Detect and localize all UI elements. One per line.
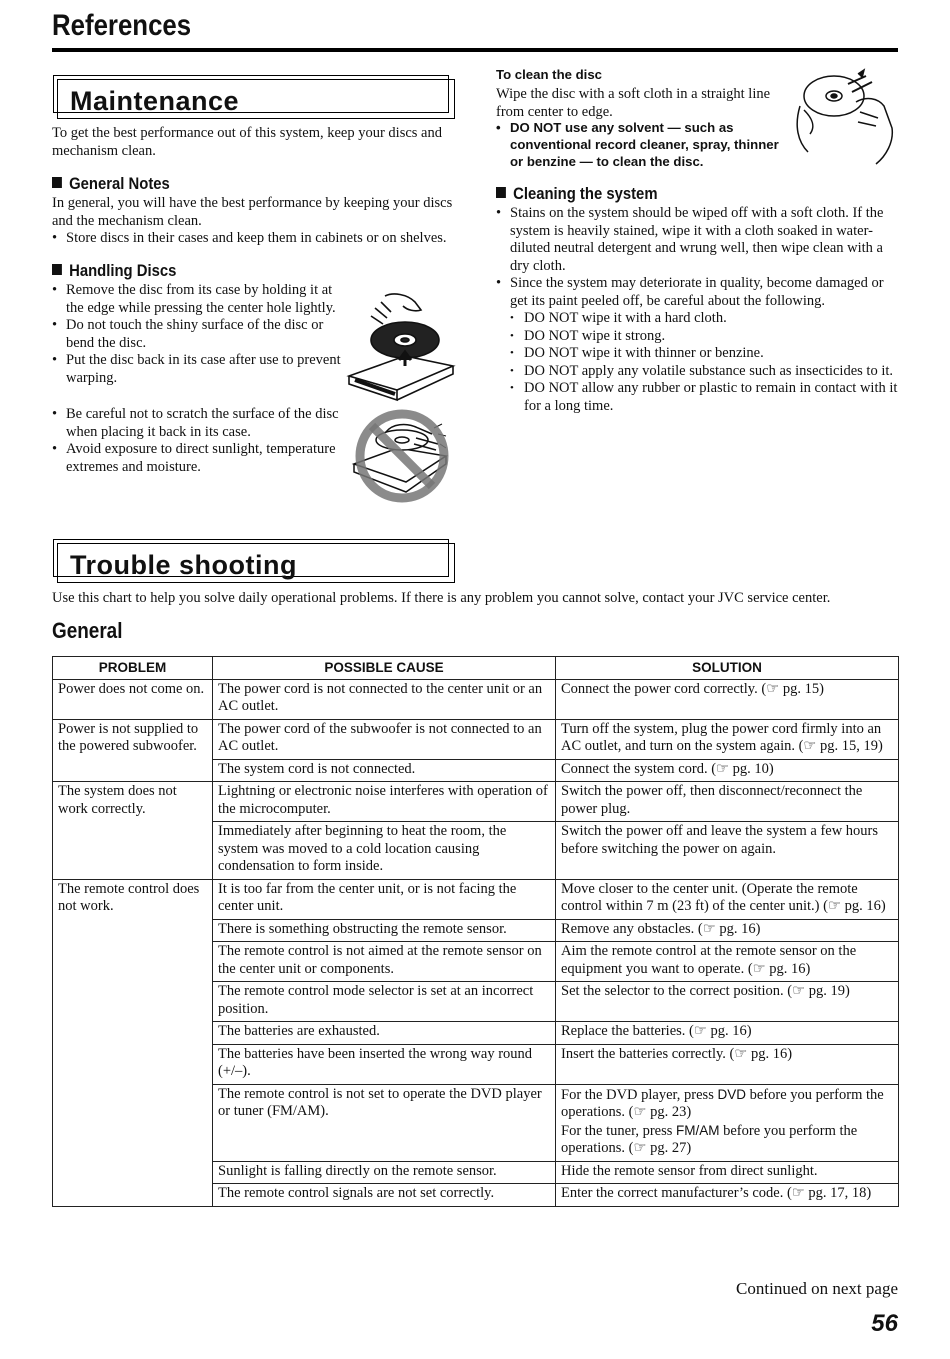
problem-cell: The system does not work correctly. (53, 782, 213, 880)
title-rule (52, 48, 898, 52)
cause-cell: Immediately after beginning to heat the room, the system was moved to a cold location causing condensation to form inside. (213, 822, 556, 880)
disc-case-illustration-icon (345, 290, 457, 402)
list-item: • Put the disc back in its case after use to prevent warping. (52, 352, 344, 387)
solution-cell: Turn off the system, plug the power cord firmly into an AC outlet, and turn on the system again. (☞ pg. 15, 19) (556, 719, 899, 759)
handling-discs-list-b (52, 406, 347, 476)
tuner-post-text: before you perform the operations. (☞ pg. 27) (561, 1122, 858, 1156)
maintenance-heading-box (57, 79, 455, 119)
solution-cell: Insert the batteries correctly. (☞ pg. 16) (556, 1044, 899, 1084)
solution-cell (556, 1084, 899, 1161)
cause-cell: The power cord of the subwoofer is not connected to an AC outlet. (213, 719, 556, 759)
troubleshooting-heading: Trouble shooting (70, 550, 297, 580)
page-number: 56 (871, 1310, 898, 1337)
general-section-heading: General (52, 618, 123, 643)
page-title: References (52, 9, 192, 42)
problem-cell: The remote control does not work. (53, 879, 213, 1206)
list-item: • Since the system may deteriorate in quality, become damaged or get its paint peeled off, be careful about the following. (496, 275, 900, 310)
continued-on-next-page: Continued on next page (736, 1279, 898, 1298)
solution-cell: Switch the power off and leave the system a few hours before switching the power on again. (556, 822, 899, 880)
solution-cell: Switch the power off, then disconnect/reconnect the power plug. (556, 782, 899, 822)
prohibited-disc-illustration-icon (346, 404, 458, 508)
tuner-pre-text: For the tuner, press (561, 1122, 676, 1139)
table-row (53, 782, 899, 822)
clean-disc-warning: • DO NOT use any solvent — such as conventional record cleaner, spray, thinner or benzine — to clean the disc. (496, 120, 786, 170)
solution-cell: Hide the remote sensor from direct sunlight. (556, 1161, 899, 1184)
cause-cell: It is too far from the center unit, or is not facing the center unit. (213, 879, 556, 919)
solution-cell: Move closer to the center unit. (Operate the remote control within 7 m (23 ft) of the center unit.) (☞ pg. 16) (556, 879, 899, 919)
cause-cell: The remote control mode selector is set at an incorrect position. (213, 982, 556, 1022)
square-bullet-icon (496, 187, 506, 198)
wiping-disc-illustration-icon (786, 66, 900, 166)
troubleshooting-heading-box (57, 543, 455, 583)
list-item: • DO NOT wipe it strong. (510, 328, 902, 346)
clean-disc-warning-list (496, 120, 786, 170)
table-row (53, 679, 899, 719)
cause-cell: The system cord is not connected. (213, 759, 556, 782)
column-header-problem: PROBLEM (53, 657, 213, 680)
cause-cell: The remote control is not aimed at the remote sensor on the center unit or components. (213, 942, 556, 982)
column-header-cause: POSSIBLE CAUSE (213, 657, 556, 680)
cause-cell: The remote control signals are not set correctly. (213, 1184, 556, 1207)
general-notes-text: In general, you will have the best performance by keeping your discs and the mechanism clean. (52, 195, 453, 229)
problem-cell: Power does not come on. (53, 679, 213, 719)
dvd-post-text: before you perform the operations. (☞ pg. 23) (561, 1086, 884, 1120)
table-header-row (53, 657, 899, 680)
cause-cell: The remote control is not set to operate the DVD player or tuner (FM/AM). (213, 1084, 556, 1161)
list-item: • Do not touch the shiny surface of the disc or bend the disc. (52, 317, 344, 352)
solution-cell: Set the selector to the correct position. (☞ pg. 19) (556, 982, 899, 1022)
troubleshooting-intro: Use this chart to help you solve daily operational problems. If there is any problem you cannot solve, contact your JVC service center. (52, 590, 831, 606)
general-notes-list (52, 230, 462, 248)
list-item: • Remove the disc from its case by holding it at the edge while pressing the center hole lightly. (52, 282, 344, 317)
square-bullet-icon (52, 264, 62, 275)
handling-discs-heading-text: Handling Discs (69, 262, 177, 280)
cause-cell: Sunlight is falling directly on the remote sensor. (213, 1161, 556, 1184)
list-item: • DO NOT wipe it with thinner or benzine. (510, 345, 902, 363)
general-notes-heading-text: General Notes (69, 175, 170, 193)
solution-cell: Enter the correct manufacturer’s code. (☞ pg. 17, 18) (556, 1184, 899, 1207)
general-notes-heading (52, 174, 170, 194)
cleaning-system-heading-text: Cleaning the system (513, 185, 658, 203)
cause-cell: The batteries have been inserted the wrong way round (+/–). (213, 1044, 556, 1084)
troubleshooting-table (52, 656, 899, 1207)
solution-cell: Remove any obstacles. (☞ pg. 16) (556, 919, 899, 942)
cause-cell: The power cord is not connected to the center unit or an AC outlet. (213, 679, 556, 719)
handling-discs-list-a (52, 282, 344, 387)
maintenance-intro: To get the best performance out of this system, keep your discs and mechanism clean. (52, 125, 442, 159)
table-row (53, 719, 899, 759)
solution-cell: Connect the system cord. (☞ pg. 10) (556, 759, 899, 782)
square-bullet-icon (52, 177, 62, 188)
solution-cell: Aim the remote control at the remote sensor on the equipment you want to operate. (☞ pg. 16) (556, 942, 899, 982)
cause-cell: There is something obstructing the remote sensor. (213, 919, 556, 942)
cleaning-system-heading (496, 184, 658, 204)
solution-cell: Connect the power cord correctly. (☞ pg. 15) (556, 679, 899, 719)
maintenance-heading: Maintenance (70, 86, 240, 116)
list-item: • DO NOT apply any volatile substance such as insecticides to it. (510, 363, 902, 381)
cleaning-system-sublist (510, 310, 902, 415)
clean-disc-heading: To clean the disc (496, 67, 603, 82)
column-header-solution: SOLUTION (556, 657, 899, 680)
list-item: • Avoid exposure to direct sunlight, temperature extremes and moisture. (52, 441, 347, 476)
list-item: • DO NOT wipe it with a hard cloth. (510, 310, 902, 328)
table-row (53, 879, 899, 919)
list-item: • Stains on the system should be wiped off with a soft cloth. If the system is heavily stained, wipe it with a cloth soaked in water-diluted neutral detergent and wrung well, then wipe clean with a dry cloth. (496, 205, 900, 275)
list-item: • DO NOT allow any rubber or plastic to remain in contact with it for a long time. (510, 380, 902, 415)
cleaning-system-list (496, 205, 900, 310)
solution-cell: Replace the batteries. (☞ pg. 16) (556, 1022, 899, 1045)
cause-cell: Lightning or electronic noise interferes with operation of the microcomputer. (213, 782, 556, 822)
clean-disc-text: Wipe the disc with a soft cloth in a straight line from center to edge. (496, 86, 771, 120)
list-item: • Be careful not to scratch the surface of the disc when placing it back in its case. (52, 406, 347, 441)
dvd-button-label: DVD (717, 1086, 746, 1102)
fm-am-button-label: FM/AM (676, 1122, 720, 1138)
dvd-pre-text: For the DVD player, press (561, 1086, 718, 1103)
handling-discs-heading (52, 261, 176, 281)
cause-cell: The batteries are exhausted. (213, 1022, 556, 1045)
list-item: • Store discs in their cases and keep them in cabinets or on shelves. (52, 230, 462, 248)
problem-cell: Power is not supplied to the powered subwoofer. (53, 719, 213, 782)
